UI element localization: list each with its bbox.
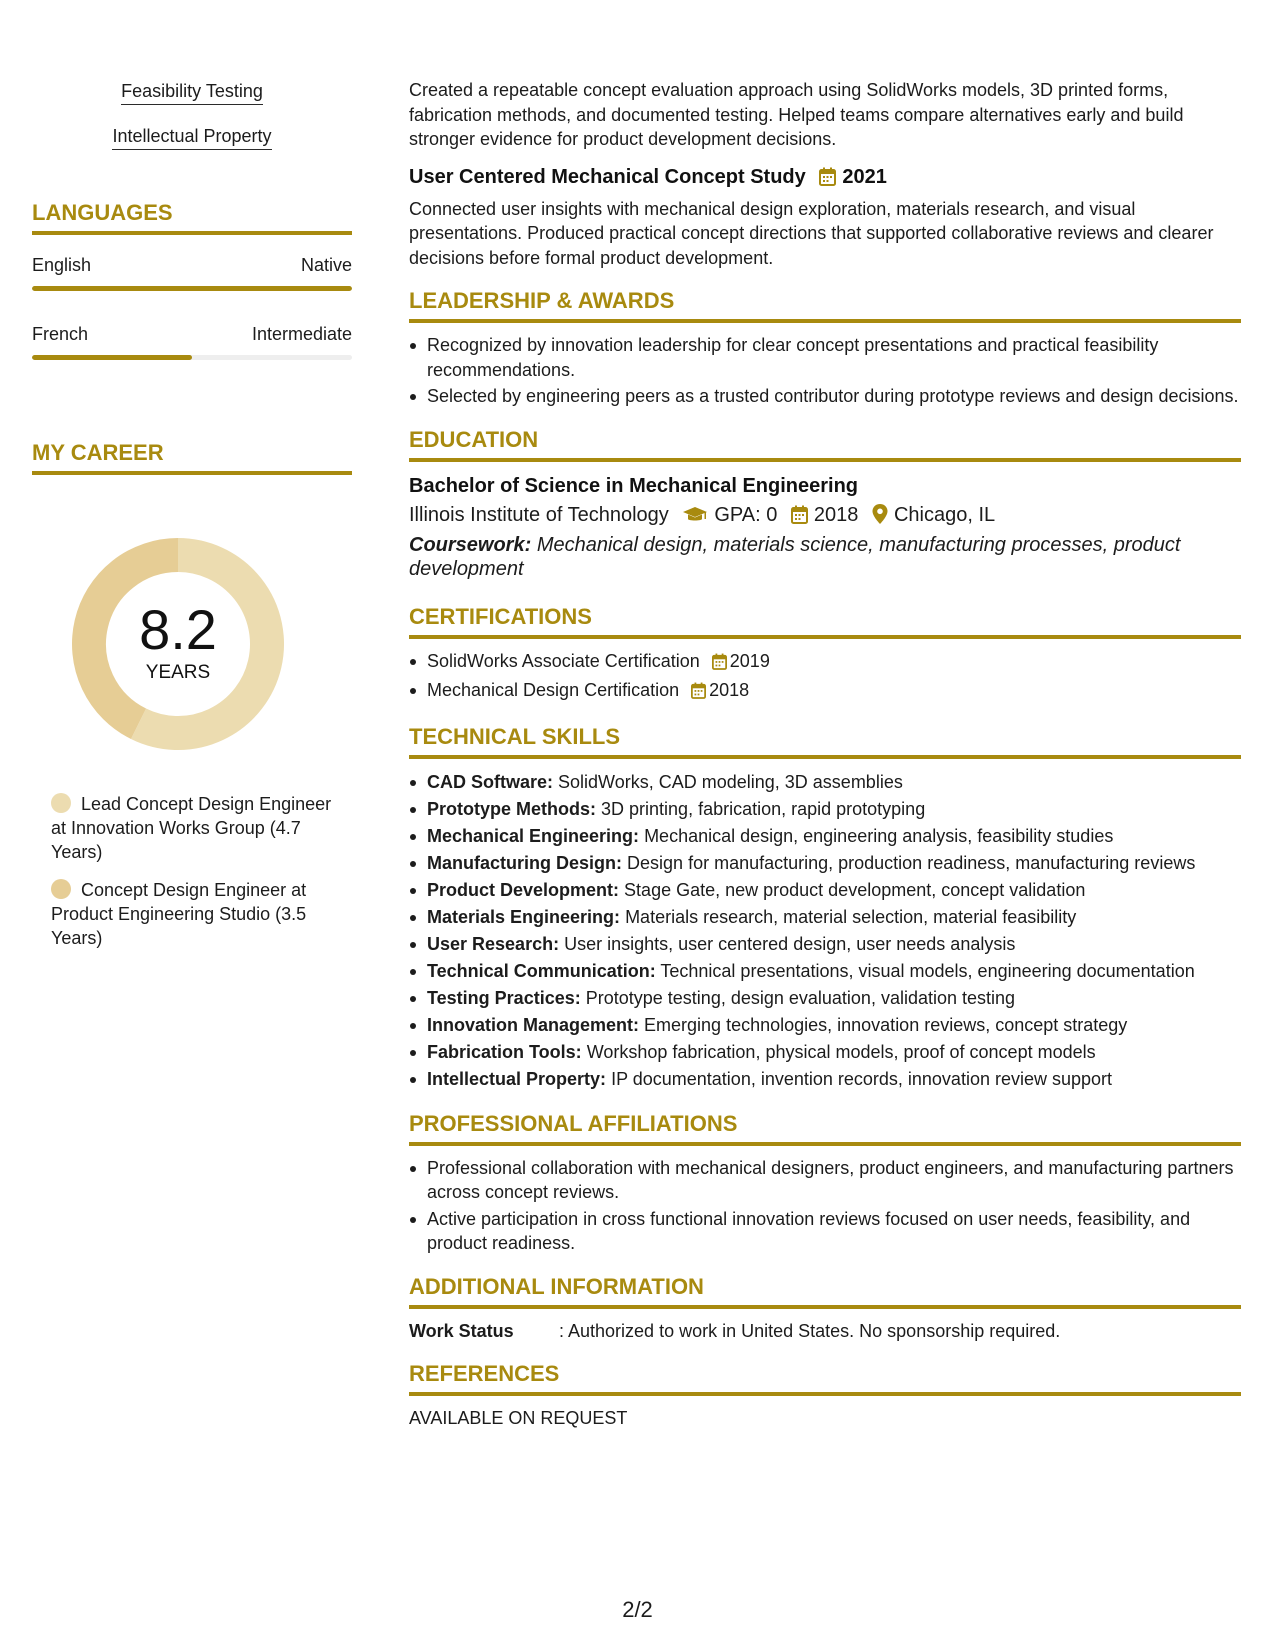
references-heading: REFERENCES <box>409 1361 1241 1396</box>
calendar-icon <box>819 167 836 193</box>
skill-value: 3D printing, fabrication, rapid prototyping <box>601 798 926 819</box>
list-item <box>409 678 1241 706</box>
skills-heading: TECHNICAL SKILLS <box>409 724 1241 759</box>
list-item <box>409 649 1241 677</box>
skill-label: Product Development: <box>427 879 620 900</box>
language-bar-fill <box>32 286 352 291</box>
page-number: 2/2 <box>622 1597 653 1622</box>
skill-label: Fabrication Tools: <box>427 1041 582 1062</box>
skill-value: Materials research, material selection, material feasibility <box>625 906 1077 927</box>
work-status-label: Work Status <box>409 1320 514 1341</box>
skills-list <box>409 769 1241 1093</box>
work-status-value: : Authorized to work in United States. No sponsorship required. <box>559 1320 1061 1341</box>
language-name: French <box>32 324 89 344</box>
degree-title: Bachelor of Science in Mechanical Engineering <box>409 474 859 497</box>
list-item: Selected by engineering peers as a trusted contributor during prototype reviews and design decisions. <box>409 384 1241 409</box>
affiliations-list <box>409 1156 1241 1256</box>
legend-swatch <box>51 793 71 813</box>
skill-value: Emerging technologies, innovation reviews, concept strategy <box>644 1014 1128 1035</box>
list-item: Recognized by innovation leadership for clear concept presentations and practical feasibility recommendations. <box>409 333 1241 382</box>
calendar-icon <box>691 681 706 706</box>
location-pin-icon <box>872 503 888 533</box>
skill-value: IP documentation, invention records, innovation review support <box>611 1068 1113 1089</box>
languages-heading: LANGUAGES <box>32 200 352 235</box>
skill-value: Prototype testing, design evaluation, validation testing <box>585 987 1016 1008</box>
skill-item <box>409 877 1241 904</box>
project-year: 2021 <box>842 165 887 188</box>
language-bar <box>32 286 352 291</box>
legend-swatch <box>51 879 71 899</box>
career-heading: MY CAREER <box>32 440 352 475</box>
skill-label: Mechanical Engineering: <box>427 825 640 846</box>
list-item: Active participation in cross functional innovation reviews focused on user needs, feasibility, and product readiness. <box>409 1207 1241 1256</box>
skill-label: Materials Engineering: <box>427 906 621 927</box>
skill-item <box>409 1039 1241 1066</box>
certifications-heading: CERTIFICATIONS <box>409 604 1241 639</box>
language-bar-fill <box>32 355 192 360</box>
career-legend-item <box>51 878 341 950</box>
skill-item <box>409 904 1241 931</box>
graduation-year: 2018 <box>813 503 859 526</box>
project-title: User Centered Mechanical Concept Study <box>409 165 806 188</box>
skill-value: SolidWorks, CAD modeling, 3D assemblies <box>558 771 903 792</box>
education-meta <box>409 500 1241 533</box>
coursework-label: Coursework: <box>409 533 532 556</box>
career-role-label: Lead Concept Design Engineer at Innovation Works Group (4.7 Years) <box>51 794 332 862</box>
gpa: GPA: 0 <box>714 503 778 526</box>
sidebar <box>32 80 352 948</box>
career-role-label: Concept Design Engineer at Product Engineering Studio (3.5 Years) <box>51 880 307 948</box>
skill-tag: Intellectual Property <box>112 125 271 150</box>
leadership-list <box>409 333 1241 409</box>
list-item: Professional collaboration with mechanical designers, product engineers, and manufacturing partners across concept reviews. <box>409 1156 1241 1205</box>
skill-label: Prototype Methods: <box>427 798 596 819</box>
skill-tag: Feasibility Testing <box>121 80 263 105</box>
skill-item <box>409 1012 1241 1039</box>
skill-value: Technical presentations, visual models, engineering documentation <box>660 960 1195 981</box>
skill-label: Innovation Management: <box>427 1014 640 1035</box>
skill-label: CAD Software: <box>427 771 554 792</box>
language-bar <box>32 355 352 360</box>
language-item <box>32 323 352 360</box>
language-name: English <box>32 255 92 275</box>
school-name: Illinois Institute of Technology <box>409 503 669 526</box>
skill-value: User insights, user centered design, user needs analysis <box>564 933 1016 954</box>
coursework-text: Mechanical design, materials science, manufacturing processes, product development <box>409 533 1181 580</box>
language-level: Native <box>300 255 352 275</box>
certifications-list <box>409 649 1241 706</box>
skill-item <box>409 1066 1241 1093</box>
skill-item <box>409 823 1241 850</box>
graduation-cap-icon <box>682 503 708 533</box>
skill-value: Mechanical design, engineering analysis, feasibility studies <box>644 825 1114 846</box>
skill-item <box>409 985 1241 1012</box>
career-years-label: YEARS <box>145 662 211 683</box>
references-text: AVAILABLE ON REQUEST <box>409 1407 628 1428</box>
project-description: Created a repeatable concept evaluation approach using SolidWorks models, 3D printed forms, fabrication methods, and documented testing. Helped teams compare alternatives early and build stronger evidence for product development decisions. <box>409 80 1184 149</box>
affiliations-heading: PROFESSIONAL AFFILIATIONS <box>409 1111 1241 1146</box>
skill-label: Manufacturing Design: <box>427 852 623 873</box>
skill-value: Workshop fabrication, physical models, proof of concept models <box>586 1041 1096 1062</box>
certification-year: 2018 <box>709 680 750 700</box>
skill-item <box>409 958 1241 985</box>
school-location: Chicago, IL <box>893 503 996 526</box>
work-status-row <box>409 1319 1241 1343</box>
leadership-heading: LEADERSHIP & AWARDS <box>409 288 1241 323</box>
skill-item <box>409 796 1241 823</box>
skill-value: Stage Gate, new product development, concept validation <box>624 879 1086 900</box>
career-legend-item <box>51 792 341 864</box>
language-item <box>32 254 352 291</box>
calendar-icon <box>791 503 808 533</box>
skill-item <box>409 769 1241 796</box>
skill-item <box>409 850 1241 877</box>
skill-label: Technical Communication: <box>427 960 656 981</box>
skill-item <box>409 931 1241 958</box>
coursework <box>409 533 1241 582</box>
certification-name: SolidWorks Associate Certification <box>427 650 700 671</box>
main-content <box>409 78 1241 1430</box>
skill-value: Design for manufacturing, production readiness, manufacturing reviews <box>627 852 1196 873</box>
certification-year: 2019 <box>729 650 770 671</box>
project-text: Connected user insights with mechanical design exploration, materials research, and visual presentations. Produced practical concept directions that supported collaborative reviews and clearer decisions before formal product development. <box>409 198 1214 268</box>
additional-info-heading: ADDITIONAL INFORMATION <box>409 1274 1241 1309</box>
skill-label: User Research: <box>427 933 560 954</box>
language-level: Intermediate <box>251 324 352 344</box>
skill-label: Intellectual Property: <box>427 1068 607 1089</box>
calendar-icon <box>712 652 727 677</box>
education-heading: EDUCATION <box>409 427 1241 462</box>
career-total-years: 8.2 <box>139 598 217 661</box>
certification-name: Mechanical Design Certification <box>427 680 680 700</box>
project-title-line <box>409 164 1241 193</box>
skill-label: Testing Practices: <box>427 987 581 1008</box>
